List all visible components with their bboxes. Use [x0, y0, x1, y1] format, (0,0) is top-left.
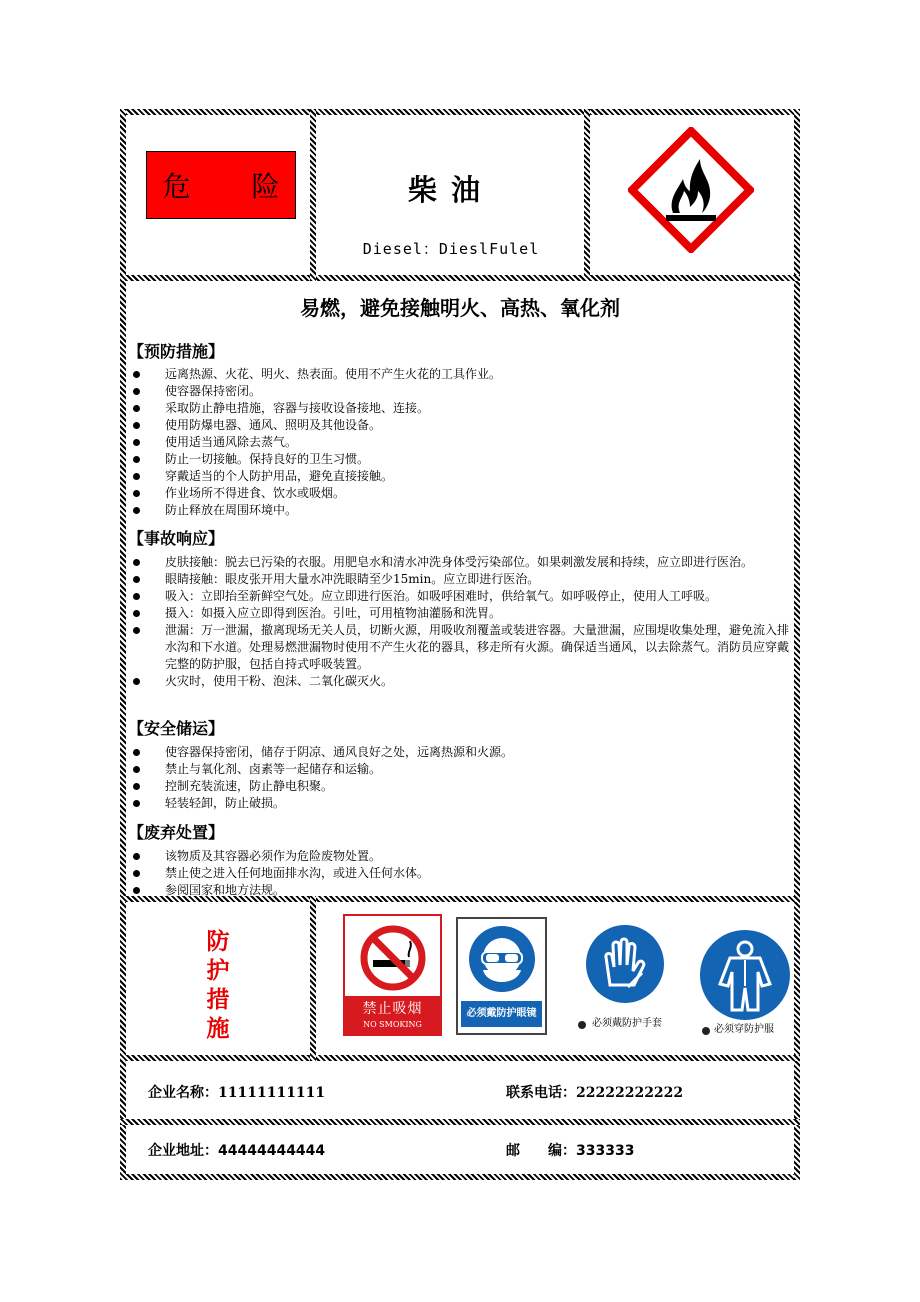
contact-phone-row: [506, 1082, 683, 1102]
response-title: 【事故响应】: [128, 529, 225, 548]
company-address-row: [148, 1140, 325, 1160]
protection-title: 防护措施: [206, 929, 230, 1042]
suit-sign: [698, 928, 794, 1041]
list-item: 该物质及其容器必须作为危险废物处置。: [128, 848, 792, 865]
gloves-label: 必须戴防护手套: [592, 1018, 662, 1029]
danger-signal-word: 危 险: [162, 170, 306, 203]
goggles-label: 必须戴防护眼镜: [461, 1001, 542, 1027]
flammable-ghs-icon: [628, 127, 754, 253]
postcode-value: 333333: [576, 1143, 635, 1159]
list-item: 远离热源、火花、明火、热表面。使用不产生火花的工具作业。: [128, 366, 792, 383]
company-address-value: 44444444444: [218, 1143, 326, 1159]
gloves-sign: [578, 923, 684, 1041]
no-smoking-label: 禁止吸烟: [362, 1001, 423, 1017]
prevention-title: 【预防措施】: [128, 342, 225, 361]
list-item: 摄入：如摄入应立即得到医治。引吐，可用植物油灌肠和洗胃。: [128, 605, 792, 622]
postcode-label: 邮 编：: [506, 1143, 576, 1159]
list-item: 眼睛接触：眼皮张开用大量水冲洗眼睛至少15min。应立即进行医治。: [128, 571, 792, 588]
list-item: 禁止与氧化剂、卤素等一起储存和运输。: [128, 761, 792, 778]
goggles-sign: [456, 917, 547, 1035]
no-smoking-sign: [343, 914, 442, 1036]
contact-phone-label: 联系电话：: [506, 1085, 576, 1101]
list-item: 参阅国家和地方法规。: [128, 882, 792, 899]
list-item: 火灾时，使用干粉、泡沫、二氧化碳灭火。: [128, 673, 792, 690]
list-item: 作业场所不得进食、饮水或吸烟。: [128, 485, 792, 502]
protective-suit-icon: [698, 928, 792, 1022]
list-item: 使容器保持密闭。: [128, 383, 792, 400]
prevention-list: [128, 366, 792, 519]
response-list: [128, 554, 792, 690]
no-smoking-icon: [359, 924, 427, 992]
storage-title: 【安全储运】: [128, 719, 225, 738]
hazard-statement: 易燃，避免接触明火、高热、氧化剂: [300, 296, 620, 320]
company-name-label: 企业名称：: [148, 1085, 218, 1101]
list-item: 使容器保持密闭，储存于阴凉、通风良好之处，远离热源和火源。: [128, 744, 792, 761]
list-item: 泄漏：万一泄漏，撤离现场无关人员，切断火源，用吸收剂覆盖或装进容器。大量泄漏，应围堤收集处理，避免流入排水沟和下水道。处理易燃泄漏物时使用不产生火花的器具，移走所有火源。确保适当通风，以去除蒸气。消防员应穿戴完整的防护服，包括自持式呼吸装置。: [128, 622, 792, 673]
no-smoking-sublabel: NO SMOKING: [363, 1020, 422, 1029]
storage-list: [128, 744, 792, 812]
disposal-list: [128, 848, 792, 899]
list-item: 穿戴适当的个人防护用品，避免直接接触。: [128, 468, 792, 485]
list-item: 吸入：立即抬至新鲜空气处。应立即进行医治。如吸呼困难时，供给氧气。如呼吸停止，使用人工呼吸。: [128, 588, 792, 605]
list-item: 禁止使之进入任何地面排水沟，或进入任何水体。: [128, 865, 792, 882]
contact-phone-value: 22222222222: [576, 1085, 684, 1101]
product-name: 柴油: [407, 173, 494, 207]
danger-signal-box: [146, 151, 306, 219]
list-item: 使用适当通风除去蒸气。: [128, 434, 792, 451]
list-item: 防止释放在周围环境中。: [128, 502, 792, 519]
list-item: 轻装轻卸，防止破损。: [128, 795, 792, 812]
company-name-value: 11111111111: [218, 1085, 326, 1101]
list-item: 皮肤接触：脱去已污染的衣服。用肥皂水和清水冲洗身体受污染部位。如果刺激发展和持续，应立即进行医治。: [128, 554, 792, 571]
goggles-icon: [467, 924, 537, 994]
list-item: 使用防爆电器、通风、照明及其他设备。: [128, 417, 792, 434]
list-item: 控制充装流速，防止静电积聚。: [128, 778, 792, 795]
company-name-row: [148, 1082, 325, 1102]
disposal-title: 【废弃处置】: [128, 823, 225, 842]
product-english-name: Diesel：DieslFulel: [362, 240, 540, 258]
company-address-label: 企业地址：: [148, 1143, 218, 1159]
gloves-icon: [584, 923, 666, 1005]
list-item: 防止一切接触。保持良好的卫生习惯。: [128, 451, 792, 468]
postcode-row: [506, 1140, 634, 1160]
list-item: 采取防止静电措施，容器与接收设备接地、连接。: [128, 400, 792, 417]
suit-label: 必须穿防护服: [714, 1024, 774, 1035]
